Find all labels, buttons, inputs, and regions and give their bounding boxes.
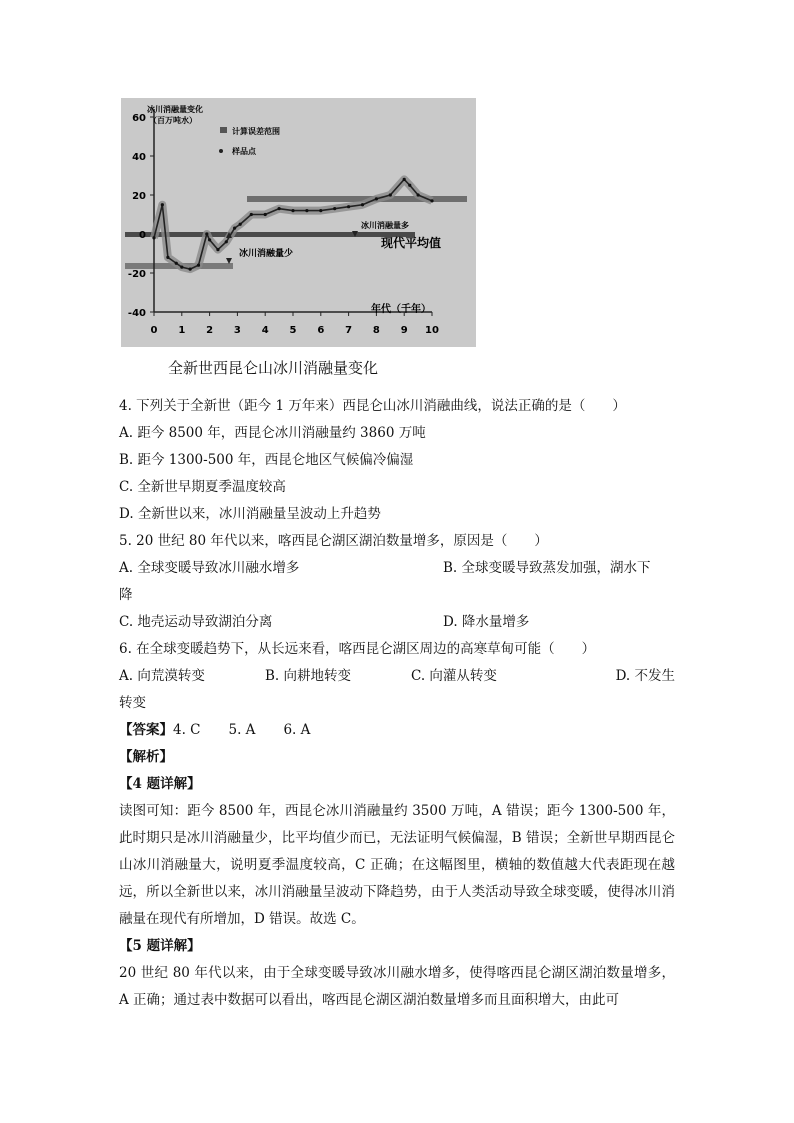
legend-sample-dot: [219, 149, 223, 153]
analysis-label: 【解析】: [119, 749, 173, 765]
sample-point: [333, 207, 336, 210]
q5-option-b: B. 全球变暖导致蒸发加强，湖水下: [443, 560, 651, 576]
detail-heading-4: 【4 题详解】: [119, 776, 201, 792]
x-tick-label: 9: [400, 325, 408, 336]
q4-option-b: B. 距今 1300-500 年，西昆仑地区气候偏冷偏湿: [119, 452, 414, 468]
q6-option-d-continued: 转变: [119, 695, 146, 711]
q6-option-d: D. 不发生: [615, 668, 675, 684]
q6-option-b: B. 向耕地转变: [265, 668, 352, 684]
sample-point: [389, 193, 392, 196]
sample-point: [197, 264, 200, 267]
label-average: 现代平均值: [381, 236, 442, 250]
sample-point: [166, 256, 169, 259]
x-tick-label: 8: [372, 325, 380, 336]
chart-svg: [121, 98, 476, 347]
detail-text-4: 读图可知：距今 8500 年，西昆仑冰川消融量约 3500 万吨，A 错误；距今 1300-500 年，此时期只是冰川消融量少，比平均值少而已，无法证明气候偏湿，B 错误；全新世早期西昆仑山冰川消融量大，说明夏季温度较高，C 正确；在这幅图里，横轴的数值越大代表距现在越远，所以全新世以来，冰川消融量呈波动下降趋势，由于人类活动导致全球变暖，使得冰川消融量在现代有所增加，D 错误。故选 C。: [119, 803, 675, 927]
sample-point: [205, 232, 208, 235]
question-5: 5. 20 世纪 80 年代以来，喀西昆仑湖区湖泊数量增多，原因是（ ）: [119, 533, 548, 549]
sample-point: [319, 209, 322, 212]
question-6: 6. 在全球变暖趋势下，从长远来看，喀西昆仑湖区周边的高寒草甸可能（ ）: [119, 641, 596, 657]
sample-point: [225, 240, 228, 243]
sample-point: [347, 205, 350, 208]
q5-option-c: C. 地壳运动导致湖泊分离: [119, 614, 273, 630]
glacier-melt-chart: [121, 98, 476, 347]
x-tick-label: 1: [178, 325, 186, 336]
q6-options-row: [119, 663, 675, 690]
legend-error-swatch: [220, 127, 227, 133]
sample-point: [403, 178, 406, 181]
sample-point: [417, 193, 420, 196]
q4-option-a: A. 距今 8500 年，西昆仑冰川消融量约 3860 万吨: [119, 425, 426, 441]
y-tick-label: 20: [132, 191, 146, 202]
question-4: 4. 下列关于全新世（距今 1 万年来）西昆仑山冰川消融曲线，说法正确的是（ ）: [119, 398, 626, 414]
y-tick-label: 0: [139, 230, 146, 241]
y-tick-label: 60: [132, 113, 146, 124]
sample-point: [430, 199, 433, 202]
sample-point: [216, 248, 219, 251]
q5-options-row-1: [119, 555, 675, 582]
x-tick-label: 6: [317, 325, 325, 336]
q4-option-d: D. 全新世以来，冰川消融量呈波动上升趋势: [119, 506, 381, 522]
sample-point: [305, 209, 308, 212]
x-tick-label: 7: [345, 325, 353, 336]
sample-point: [291, 209, 294, 212]
answer-label: 【答案】: [119, 722, 173, 738]
sample-point: [408, 184, 411, 187]
legend-error-label: 计算误差范围: [232, 127, 280, 136]
answer-6: 6. A: [283, 722, 311, 738]
figure-caption: 全新世西昆仑山冰川消融量变化: [168, 359, 379, 377]
x-tick-label: 2: [206, 325, 214, 336]
x-axis-label: 年代（千年）: [371, 304, 431, 315]
label-less: 冰川消融量少: [239, 249, 294, 259]
q6-option-a: A. 向荒漠转变: [119, 668, 205, 684]
band-more: [247, 196, 467, 202]
sample-point: [161, 203, 164, 206]
x-tick-label: 10: [425, 325, 439, 336]
sample-point: [375, 197, 378, 200]
q4-option-c: C. 全新世早期夏季温度较高: [119, 479, 286, 495]
q5-option-d: D. 降水量增多: [443, 614, 530, 630]
sample-point: [208, 238, 211, 241]
ylabel-line1: 冰川消融量变化: [147, 105, 203, 114]
y-tick-label: -20: [127, 269, 146, 280]
q5-option-a: A. 全球变暖导致冰川融水增多: [119, 560, 300, 576]
x-tick-label: 5: [289, 325, 297, 336]
y-tick-label: 40: [132, 152, 146, 163]
sample-point: [189, 268, 192, 271]
sample-point: [175, 262, 178, 265]
sample-point: [180, 266, 183, 269]
sample-point: [152, 236, 155, 239]
detail-text-5: 20 世纪 80 年代以来，由于全球变暖导致冰川融水增多，使得喀西昆仑湖区湖泊数量增多，A 正确；通过表中数据可以看出，喀西昆仑湖区湖泊数量增多而且面积增大，由此可: [119, 965, 675, 1008]
question-block: [119, 393, 675, 1014]
legend-sample-label: 样品点: [232, 147, 256, 156]
x-tick-label: 0: [150, 325, 158, 336]
sample-point: [278, 207, 281, 210]
sample-point: [250, 213, 253, 216]
x-tick-label: 3: [233, 325, 241, 336]
y-tick-label: -40: [127, 308, 146, 319]
sample-point: [233, 227, 236, 230]
answer-5: 5. A: [228, 722, 256, 738]
detail-heading-5: 【5 题详解】: [119, 938, 201, 954]
sample-point: [264, 213, 267, 216]
q5-option-b-continued: 降: [119, 587, 133, 603]
q5-options-row-2: [119, 609, 675, 636]
label-more: 冰川消融量多: [361, 221, 409, 230]
sample-point: [361, 203, 364, 206]
ylabel-line2: （百万吨水）: [149, 116, 197, 125]
x-tick-label: 4: [261, 325, 269, 336]
answer-4: 4. C: [173, 722, 201, 738]
q6-option-c: C. 向灌从转变: [411, 668, 497, 684]
answer-line: [119, 717, 675, 744]
sample-point: [239, 223, 242, 226]
